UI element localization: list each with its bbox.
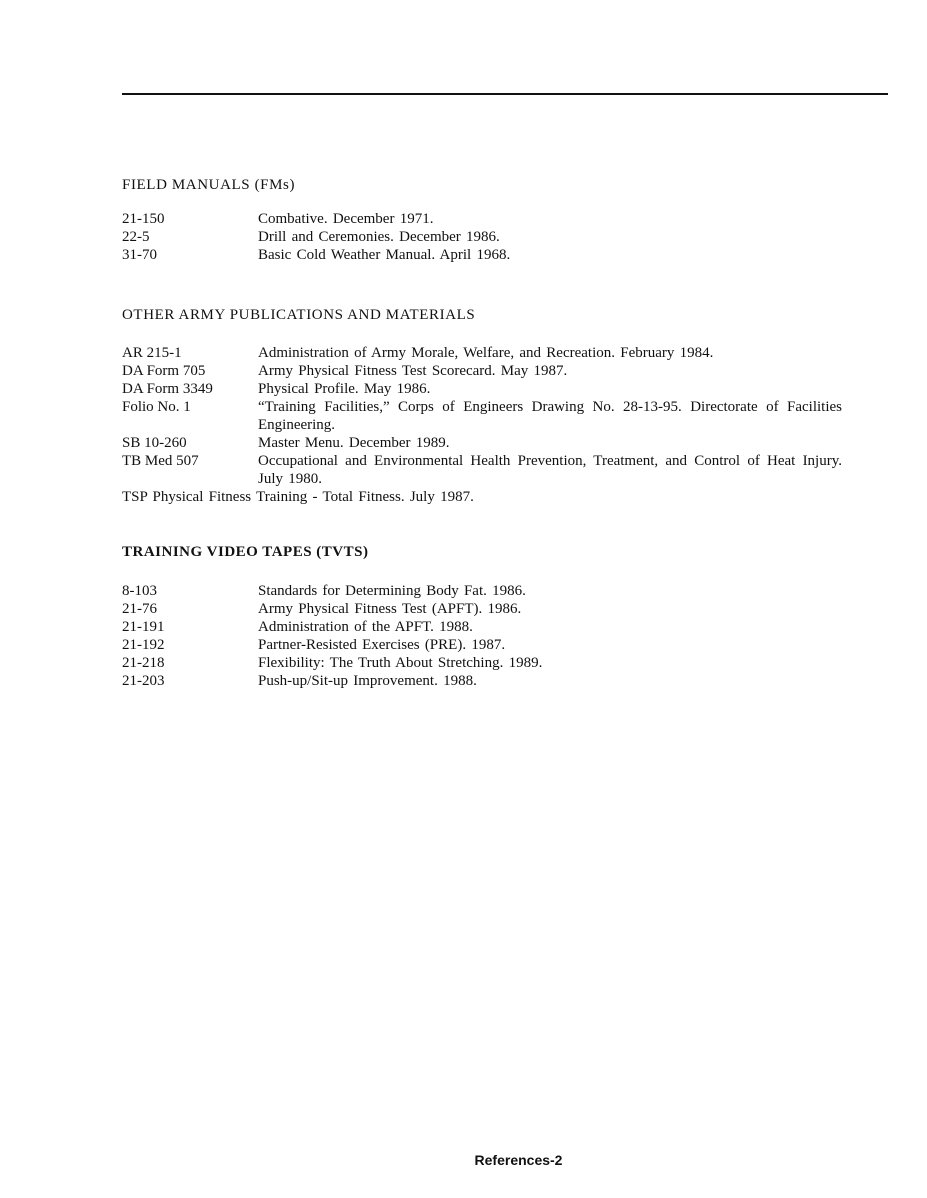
publication-number: 22-5 <box>122 229 150 245</box>
list-item <box>122 228 842 246</box>
page-footer: References-2 <box>474 1152 563 1168</box>
list-item <box>122 210 842 228</box>
top-rule <box>122 93 888 95</box>
section-field-manuals <box>122 176 842 264</box>
publication-number: 21-218 <box>122 655 165 671</box>
publication-number: 21-150 <box>122 211 165 227</box>
publication-title: TSP Physical Fitness Training - Total Fitness. July 1987. <box>122 489 474 505</box>
publication-title: Administration of Army Morale, Welfare, and Recreation. February 1984. <box>258 345 714 361</box>
publication-number: DA Form 705 <box>122 363 206 379</box>
publication-title: Occupational and Environmental Health Prevention, Treatment, and Control of Heat Injury. July 1980. <box>258 453 842 487</box>
list-item <box>122 344 842 362</box>
publication-title: Partner-Resisted Exercises (PRE). 1987. <box>258 637 506 653</box>
list-item <box>122 636 842 654</box>
list-item <box>122 582 842 600</box>
publication-title: Combative. December 1971. <box>258 211 434 227</box>
list-item <box>122 362 842 380</box>
publication-number: 21-191 <box>122 619 165 635</box>
publication-title: Flexibility: The Truth About Stretching. 1989. <box>258 655 543 671</box>
publication-title: Drill and Ceremonies. December 1986. <box>258 229 500 245</box>
publication-title: Army Physical Fitness Test Scorecard. May 1987. <box>258 363 568 379</box>
publication-number: DA Form 3349 <box>122 381 213 397</box>
list-item <box>122 672 842 690</box>
publication-title: Army Physical Fitness Test (APFT). 1986. <box>258 601 522 617</box>
publication-number: AR 215-1 <box>122 345 182 361</box>
entry-list <box>122 344 842 506</box>
publication-title: Master Menu. December 1989. <box>258 435 450 451</box>
entry-list <box>122 210 842 264</box>
publication-number: 21-192 <box>122 637 165 653</box>
list-item <box>122 654 842 672</box>
publication-number: 31-70 <box>122 247 157 263</box>
publication-number: 21-76 <box>122 601 157 617</box>
section-heading: TRAINING VIDEO TAPES (TVTS) <box>122 544 369 560</box>
publication-number: 8-103 <box>122 583 157 599</box>
list-item <box>122 452 842 488</box>
publication-title: Basic Cold Weather Manual. April 1968. <box>258 247 511 263</box>
publication-title: “Training Facilities,” Corps of Engineers Drawing No. 28-13-95. Directorate of Facilities Engineering. <box>258 399 842 433</box>
publication-number: TB Med 507 <box>122 453 199 469</box>
section-heading: FIELD MANUALS (FMs) <box>122 177 296 193</box>
publication-title: Administration of the APFT. 1988. <box>258 619 473 635</box>
list-item <box>122 246 842 264</box>
section-training-video-tapes <box>122 543 842 690</box>
list-item <box>122 618 842 636</box>
publication-title: Push-up/Sit-up Improvement. 1988. <box>258 673 477 689</box>
publication-number: Folio No. 1 <box>122 399 191 415</box>
list-item <box>122 600 842 618</box>
entry-list <box>122 582 842 690</box>
list-item <box>122 398 842 434</box>
list-item-trailing <box>122 488 842 506</box>
publication-number: 21-203 <box>122 673 165 689</box>
publication-title: Standards for Determining Body Fat. 1986. <box>258 583 526 599</box>
publication-title: Physical Profile. May 1986. <box>258 381 431 397</box>
list-item <box>122 434 842 452</box>
section-other-publications <box>122 306 842 506</box>
section-heading: OTHER ARMY PUBLICATIONS AND MATERIALS <box>122 307 476 323</box>
publication-number: SB 10-260 <box>122 435 187 451</box>
list-item <box>122 380 842 398</box>
